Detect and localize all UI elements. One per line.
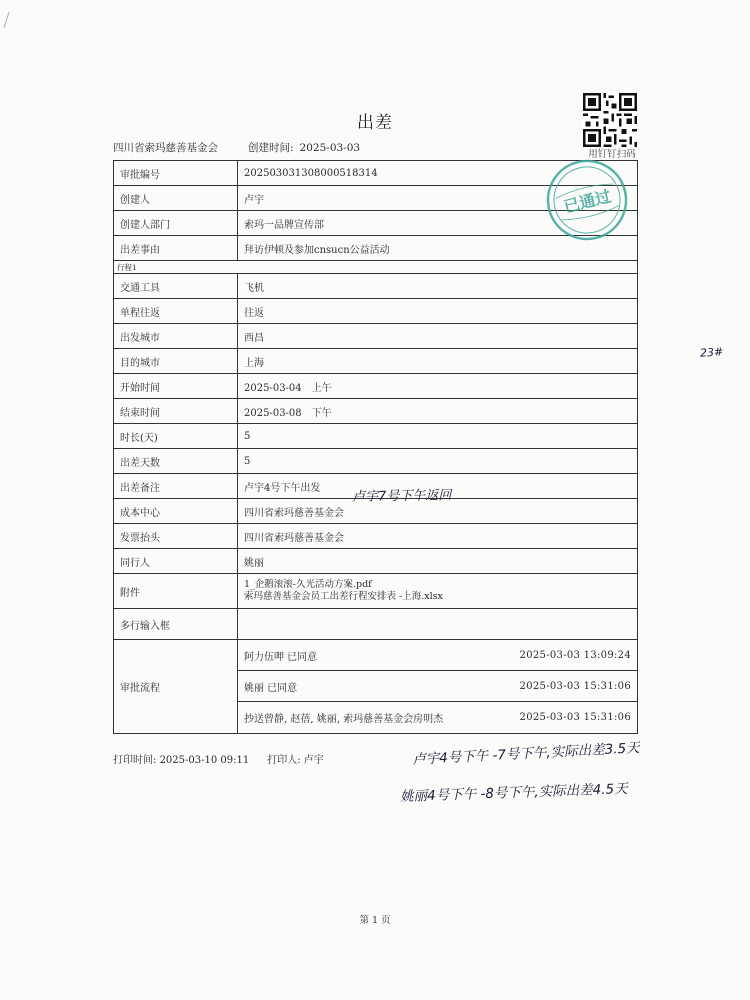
field-label: 出发城市 [114, 324, 238, 349]
handwritten-remark: 卢宇7号下午返回 [351, 488, 452, 505]
flow-step-actor: 姚丽 已同意 [244, 682, 298, 694]
field-value: 卢宇 [238, 186, 638, 211]
table-row [114, 524, 638, 549]
document-title: 出差 [357, 113, 393, 133]
printer-label: 打印人: [267, 755, 301, 766]
handwritten-note: 姚丽4号下午 -8号下午,实际出差4.5天 [399, 781, 628, 805]
created-time-value: 2025-03-03 [299, 142, 361, 154]
field-label: 创建人部门 [114, 211, 238, 236]
section-row [114, 261, 638, 274]
field-label: 出差事由 [114, 236, 238, 261]
attachment-link[interactable]: 1_企鹅滚滚-久光活动方案.pdf [244, 579, 372, 590]
field-value [238, 609, 638, 640]
table-row [114, 549, 638, 574]
created-time-label: 创建时间: [248, 142, 294, 154]
flow-step [238, 671, 637, 702]
field-value: 2025-03-04 上午 [238, 374, 638, 399]
field-value: 往返 [238, 299, 638, 324]
flow-step [238, 702, 637, 733]
field-label: 成本中心 [114, 499, 238, 524]
field-value: 飞机 [238, 274, 638, 299]
field-value: 2025-03-08 下午 [238, 399, 638, 424]
approval-flow [238, 640, 638, 734]
field-value: 四川省索玛慈善基金会 [238, 524, 638, 549]
page-number: 第 1 页 [359, 915, 391, 926]
scan-mark [3, 12, 19, 28]
flow-step [238, 640, 637, 671]
created-time [248, 140, 360, 155]
field-value: 5 [238, 424, 638, 449]
field-label: 同行人 [114, 549, 238, 574]
printer-name: 卢宇 [303, 755, 324, 766]
table-row [114, 299, 638, 324]
field-label: 多行输入框 [114, 609, 238, 640]
flow-step-actor: 阿力伍呷 已同意 [244, 651, 318, 663]
table-row [114, 609, 638, 640]
field-label: 时长(天) [114, 424, 238, 449]
field-value: 西昌 [238, 324, 638, 349]
field-value: 5 [238, 449, 638, 474]
field-label: 开始时间 [114, 374, 238, 399]
print-time: 2025-03-10 09:11 [159, 755, 250, 766]
table-row [114, 324, 638, 349]
field-value: 拜访伊顿及参加cnsucn公益活动 [238, 236, 638, 261]
print-time-label: 打印时间: [113, 755, 157, 766]
flow-step-time: 2025-03-03 15:31:06 [519, 680, 631, 692]
table-row [114, 574, 638, 609]
table-row [114, 374, 638, 399]
field-label: 出差天数 [114, 449, 238, 474]
qr-caption: 用钉钉扫码 [588, 149, 636, 160]
field-label: 单程往返 [114, 299, 238, 324]
field-value: 四川省索玛慈善基金会 [238, 499, 638, 524]
flow-step-time: 2025-03-03 13:09:24 [519, 649, 631, 661]
table-row [114, 424, 638, 449]
table-row [114, 399, 638, 424]
attachment-link[interactable]: 索玛慈善基金会员工出差行程安排表 -上海.xlsx [244, 591, 443, 602]
section-label: 行程1 [114, 261, 638, 274]
field-label: 交通工具 [114, 274, 238, 299]
flow-step-time: 2025-03-03 15:31:06 [519, 712, 631, 723]
field-label: 发票抬头 [114, 524, 238, 549]
field-value: 卢宇4号下午出发 [238, 474, 638, 499]
field-label: 附件 [114, 574, 238, 609]
table-row [114, 349, 638, 374]
qr-code-icon [583, 93, 637, 147]
table-row [114, 274, 638, 299]
table-row [114, 640, 638, 734]
organization-name: 四川省索玛慈善基金会 [113, 142, 218, 154]
field-label: 创建人 [114, 186, 238, 211]
field-value: 上海 [238, 349, 638, 374]
stamp-text: 已通过 [561, 186, 613, 217]
field-value: 姚丽 [238, 549, 638, 574]
field-label: 出差备注 [114, 474, 238, 499]
field-value: 索玛一品牌宣传部 [238, 211, 638, 236]
field-label: 审批编号 [114, 161, 238, 186]
print-info [113, 751, 324, 766]
field-label: 目的城市 [114, 349, 238, 374]
field-label: 审批流程 [114, 640, 238, 734]
attachments-cell [238, 574, 638, 609]
flow-step-actor: 抄送曾静, 赵蓓, 姚丽, 索玛慈善基金会房明杰 [244, 714, 444, 725]
handwritten-note: 卢宇4号下午 -7号下午,实际出差3.5天 [411, 740, 640, 768]
handwritten-margin-note: 23# [699, 345, 724, 360]
table-row [114, 449, 638, 474]
field-value: 202503031308000518314 [238, 161, 638, 186]
field-label: 结束时间 [114, 399, 238, 424]
